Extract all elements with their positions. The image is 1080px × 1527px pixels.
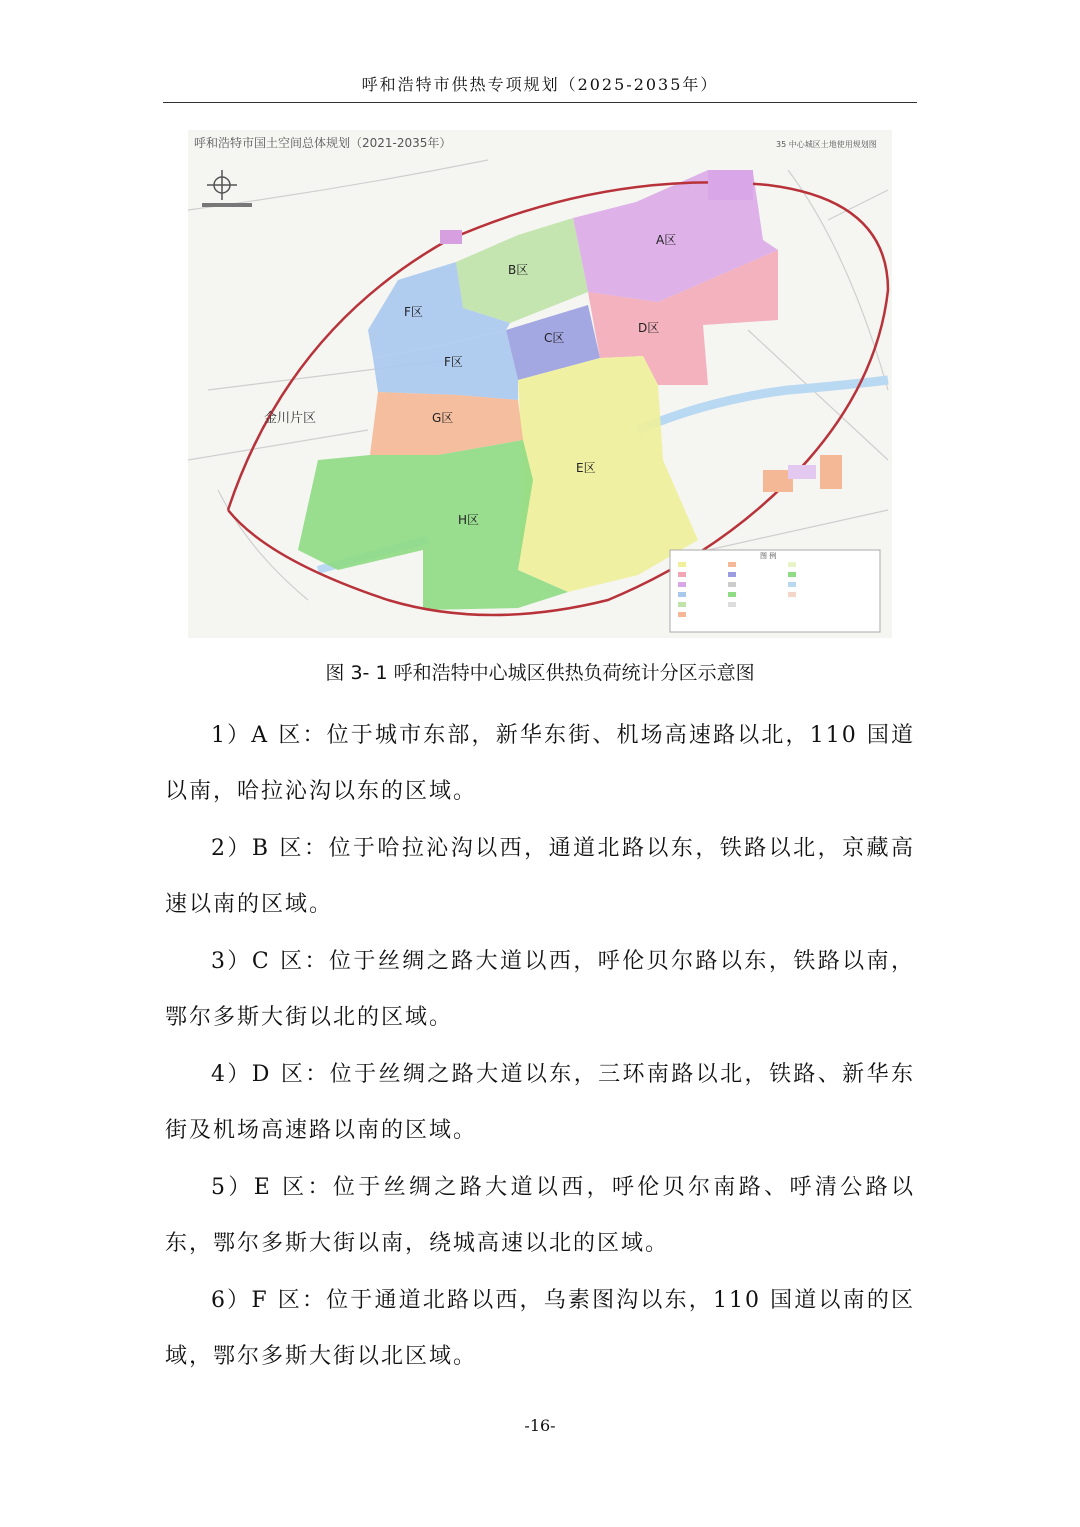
patch-5 (788, 465, 816, 479)
paragraph-zone-b: 2）B 区：位于哈拉沁沟以西，通道北路以东，铁路以北，京藏高速以南的区域。 (165, 836, 915, 917)
page-header: 呼和浩特市供热专项规划（2025-2035年） (361, 75, 719, 94)
zone-label-b: B区 (508, 263, 529, 277)
zone-label-d: D区 (638, 321, 660, 335)
patch-2 (708, 170, 753, 200)
zone-label-c: C区 (544, 331, 565, 345)
zone-label-a: A区 (656, 233, 677, 247)
patch-4 (820, 455, 842, 489)
zoning-map-figure (188, 130, 892, 638)
page-number: -16- (524, 1416, 556, 1435)
map-subtitle: 35 中心城区土地使用规划图 (776, 140, 877, 149)
zone-label-e: E区 (576, 461, 596, 475)
map-title: 呼和浩特市国土空间总体规划（2021-2035年） (194, 136, 452, 150)
header-divider (163, 102, 917, 103)
paragraph-zone-f: 6）F 区：位于通道北路以西，乌素图沟以东，110 国道以南的区域，鄂尔多斯大街以北区域。 (165, 1288, 915, 1369)
legend-title: 图 例 (760, 552, 777, 560)
paragraph-zone-c: 3）C 区：位于丝绸之路大道以西，呼伦贝尔路以东，铁路以南，鄂尔多斯大街以北的区域。 (165, 949, 915, 1030)
zone-label-f-north: F区 (404, 305, 423, 319)
place-label-jinchuan: 金川片区 (264, 411, 317, 426)
paragraph-zone-a: 1）A 区：位于城市东部，新华东街、机场高速路以北，110 国道以南，哈拉沁沟以东的区域。 (165, 723, 915, 804)
zone-label-f-south: F区 (444, 355, 463, 369)
paragraph-zone-e: 5）E 区：位于丝绸之路大道以西，呼伦贝尔南路、呼清公路以东，鄂尔多斯大街以南，绕城高速以北的区域。 (165, 1175, 915, 1256)
legend-box (670, 550, 880, 632)
zone-label-g: G区 (432, 411, 454, 425)
figure-caption: 图 3- 1 呼和浩特中心城区供热负荷统计分区示意图 (325, 662, 755, 684)
paragraph-zone-d: 4）D 区：位于丝绸之路大道以东，三环南路以北，铁路、新华东街及机场高速路以南的区域。 (165, 1062, 915, 1143)
zone-label-h: H区 (458, 513, 480, 527)
scale-bar (202, 203, 252, 207)
patch-1 (440, 230, 462, 244)
